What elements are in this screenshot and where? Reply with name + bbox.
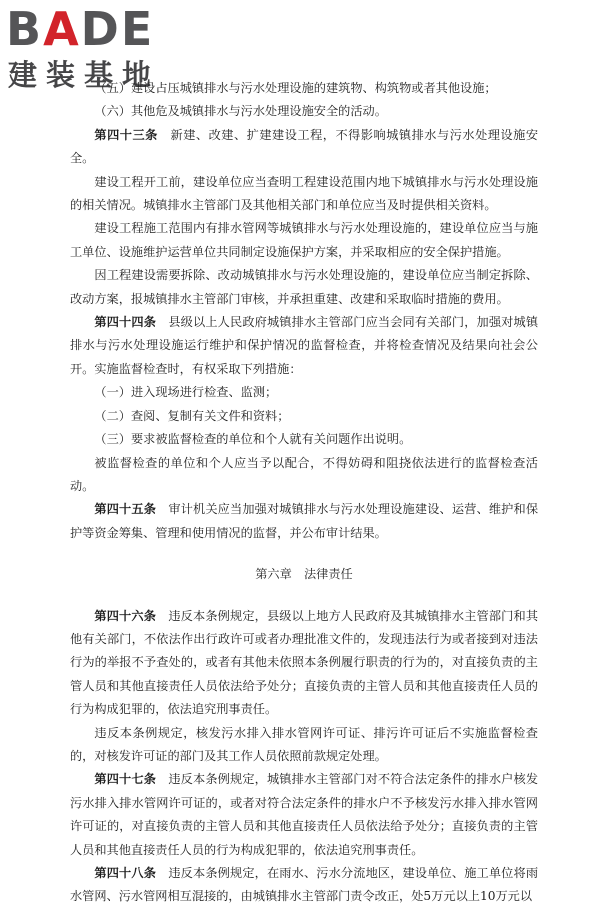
paragraph-text: （五）建设占压城镇排水与污水处理设施的建筑物、构筑物或者其他设施； bbox=[94, 81, 497, 95]
paragraph-text: 违反本条例规定，县级以上地方人民政府及其城镇排水主管部门和其他有关部门，不依法作出行政许可或者办理批准文件的，发现违法行为或者接到对违法行为的举报不予查处的，或者有其他未依照本条例履行职责的行为的，对直接负责的主管人员和其他直接责任人员依法给予处分；直接负责的主管人员和其他直接责任人员的行为构成犯罪的，依法追究刑事责任。 bbox=[70, 608, 539, 717]
paragraph-text: 县级以上人民政府城镇排水主管部门应当会同有关部门，加强对城镇排水与污水处理设施运行维护和保护情况的监督检查，并将检查情况及结果向社会公开。实施监督检查时，有权采取下列措施： bbox=[70, 315, 539, 376]
paragraph bbox=[70, 498, 538, 545]
paragraph-text: 新建、改建、扩建建设工程，不得影响城镇排水与污水处理设施安全。 bbox=[70, 127, 539, 166]
paragraph bbox=[70, 722, 538, 769]
section-before-chapter bbox=[70, 77, 538, 545]
paragraph bbox=[70, 124, 538, 171]
paragraph bbox=[70, 428, 538, 451]
paragraph bbox=[70, 264, 538, 311]
article-label: 第四十八条 bbox=[94, 866, 157, 880]
paragraph bbox=[70, 452, 538, 499]
logo-subtitle: 建装基地 bbox=[8, 58, 161, 92]
paragraph-text: 被监督检查的单位和个人应当予以配合，不得妨碍和阻挠依法进行的监督检查活动。 bbox=[70, 455, 538, 493]
article-label: 第四十七条 bbox=[94, 772, 157, 787]
paragraph-text: 违反本条例规定，在雨水、污水分流地区，建设单位、施工单位将雨水管网、污水管网相互混接的，由城镇排水主管部门责令改正，处5万元以上10万元以 bbox=[70, 866, 539, 904]
paragraph bbox=[70, 862, 538, 909]
paragraph-text: 建设工程开工前，建设单位应当查明工程建设范围内地下城镇排水与污水处理设施的相关情况。城镇排水主管部门及其他相关部门和单位应当及时提供相关资料。 bbox=[70, 174, 538, 213]
paragraph-text: （六）其他危及城镇排水与污水处理设施安全的活动。 bbox=[94, 104, 387, 119]
logo-wordmark: BADE bbox=[6, 2, 155, 56]
paragraph bbox=[70, 605, 538, 722]
article-label: 第四十三条 bbox=[94, 127, 158, 142]
article-label: 第四十五条 bbox=[94, 502, 157, 517]
paragraph bbox=[70, 171, 538, 218]
section-chapter-six bbox=[70, 605, 538, 909]
paragraph-text: （三）要求被监督检查的单位和个人就有关问题作出说明。 bbox=[94, 432, 412, 447]
paragraph bbox=[70, 405, 538, 428]
paragraph-text: 违反本条例规定，城镇排水主管部门对不符合法定条件的排水户核发污水排入排水管网许可证的，或者对符合法定条件的排水户不予核发污水排入排水管网许可证的，对直接负责的主管人员和其他直接责任人员依法给予处分；直接负责的主管人员和其他直接责任人员的行为构成犯罪的，依法追究刑事责任。 bbox=[70, 772, 539, 857]
document-body bbox=[70, 77, 538, 909]
paragraph-text: 因工程建设需要拆除、改动城镇排水与污水处理设施的，建设单位应当制定拆除、改动方案，报城镇排水主管部门审核，并承担重建、改建和采取临时措施的费用。 bbox=[70, 268, 538, 306]
chapter-title: 第六章 法律责任 bbox=[255, 567, 353, 582]
paragraph bbox=[70, 77, 538, 100]
paragraph bbox=[70, 381, 538, 404]
paragraph bbox=[70, 768, 538, 862]
paragraph-text: 建设工程施工范围内有排水管网等城镇排水与污水处理设施的，建设单位应当与施工单位、设施维护运营单位共同制定设施保护方案，并采取相应的安全保护措施。 bbox=[70, 221, 538, 259]
article-label: 第四十六条 bbox=[94, 608, 157, 623]
paragraph bbox=[70, 100, 538, 123]
paragraph bbox=[70, 311, 538, 381]
article-label: 第四十四条 bbox=[94, 315, 157, 330]
paragraph-text: 审计机关应当加强对城镇排水与污水处理设施建设、运营、维护和保护等资金筹集、管理和使用情况的监督，并公布审计结果。 bbox=[70, 502, 539, 540]
paragraph-text: （一）进入现场进行检查、监测； bbox=[94, 385, 278, 400]
paragraph bbox=[70, 217, 538, 264]
paragraph-text: （二）查阅、复制有关文件和资料； bbox=[94, 408, 290, 423]
paragraph-text: 违反本条例规定，核发污水排入排水管网许可证、排污许可证后不实施监督检查的，对核发许可证的部门及其工作人员依照前款规定处理。 bbox=[70, 725, 538, 763]
